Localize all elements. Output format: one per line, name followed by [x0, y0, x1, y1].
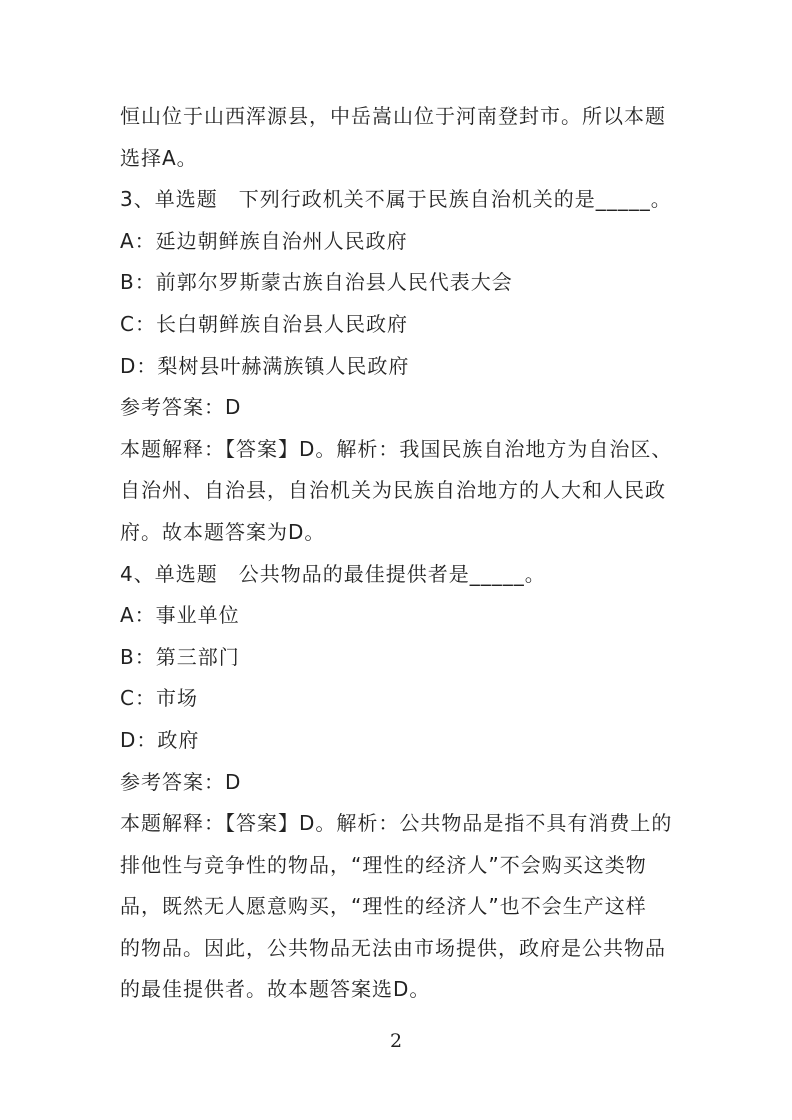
- question-3-stem: 3、单选题 下列行政机关不属于民族自治机关的是_____。: [120, 187, 672, 212]
- question-4-explanation: 的物品。因此，公共物品无法由市场提供，政府是公共物品: [120, 935, 666, 960]
- question-3-option-a: A：延边朝鲜族自治州人民政府: [120, 228, 408, 253]
- question-4-stem: 4、单选题 公共物品的最佳提供者是_____。: [120, 561, 546, 586]
- question-3-explanation: 自治州、自治县，自治机关为民族自治地方的人大和人民政: [120, 478, 666, 503]
- document-body: [120, 96, 680, 1011]
- question-3-option-d: D：梨树县叶赫满族镇人民政府: [120, 353, 410, 378]
- question-3-answer: 参考答案：D: [120, 395, 242, 420]
- text-line: 恒山位于山西浑源县，中岳嵩山位于河南登封市。所以本题: [120, 104, 666, 128]
- question-4-explanation: 的最佳提供者。故本题答案选D。: [120, 977, 431, 1002]
- question-4-explanation: 品，既然无人愿意购买，“理性的经济人”也不会生产这样: [120, 894, 647, 919]
- question-4-option-a: A：事业单位: [120, 603, 240, 628]
- question-4-option-c: C：市场: [120, 686, 198, 711]
- question-4-answer: 参考答案：D: [120, 769, 242, 794]
- question-4-option-d: D：政府: [120, 727, 200, 752]
- question-3-explanation: 府。故本题答案为D。: [120, 519, 326, 544]
- page-number: 2: [389, 1030, 403, 1052]
- question-4-explanation: 排他性与竞争性的物品，“理性的经济人”不会购买这类物: [120, 852, 647, 877]
- question-3-option-c: C：长白朝鲜族自治县人民政府: [120, 311, 408, 336]
- text-line: 选择A。: [120, 145, 198, 170]
- question-3-explanation: 本题解释：【答案】D。解析：我国民族自治地方为自治区、: [120, 436, 673, 461]
- question-4-option-b: B：第三部门: [120, 644, 240, 669]
- question-3-option-b: B：前郭尔罗斯蒙古族自治县人民代表大会: [120, 270, 513, 295]
- question-4-explanation: 本题解释：【答案】D。解析：公共物品是指不具有消费上的: [120, 811, 673, 836]
